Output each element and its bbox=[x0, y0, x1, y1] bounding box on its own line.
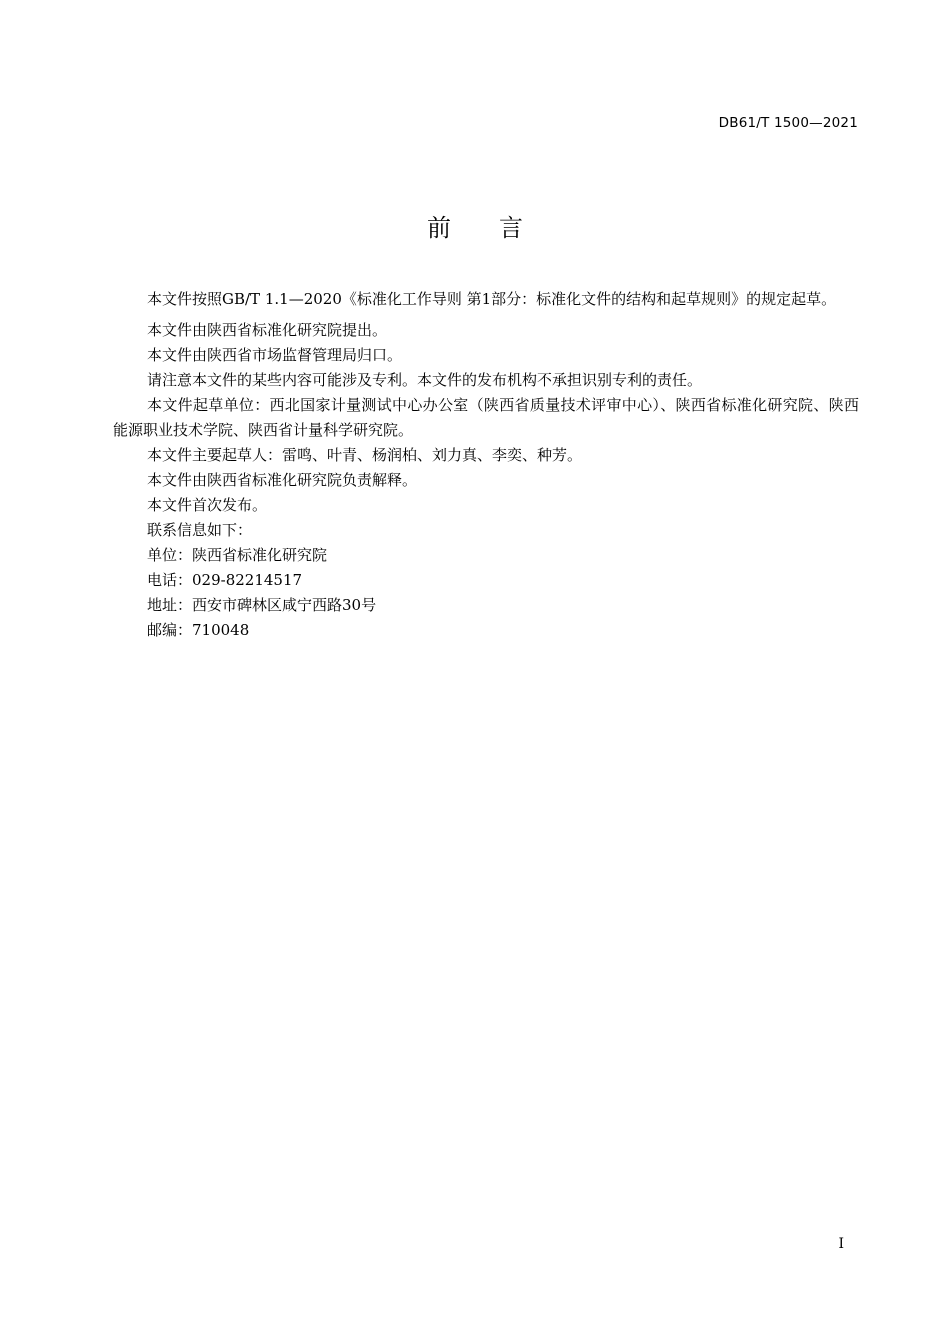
paragraph-drafting-basis: 本文件按照GB/T 1.1—2020《标准化工作导则 第1部分：标准化文件的结构和起草规则》的规定起草。 bbox=[147, 290, 837, 308]
document-body bbox=[113, 287, 859, 643]
paragraph-administrator: 本文件由陕西省市场监督管理局归口。 bbox=[147, 346, 403, 364]
contact-unit: 单位：陕西省标准化研究院 bbox=[147, 546, 328, 564]
paragraph-drafting-units: 本文件起草单位：西北国家计量测试中心办公室（陕西省质量技术评审中心）、陕西省标准化研究院、陕西能源职业技术学院、陕西省计量科学研究院。 bbox=[113, 396, 859, 439]
paragraph-first-release: 本文件首次发布。 bbox=[147, 496, 268, 514]
paragraph-patent-notice: 请注意本文件的某些内容可能涉及专利。本文件的发布机构不承担识别专利的责任。 bbox=[147, 371, 703, 389]
contact-phone: 电话：029-82214517 bbox=[147, 571, 303, 589]
document-code: DB61/T 1500—2021 bbox=[718, 115, 858, 131]
paragraph-contact-heading: 联系信息如下： bbox=[147, 521, 253, 539]
paragraph-interpretation: 本文件由陕西省标准化研究院负责解释。 bbox=[147, 471, 418, 489]
title-part-1: 前 bbox=[427, 214, 451, 242]
page-title bbox=[0, 208, 950, 243]
paragraph-proposer: 本文件由陕西省标准化研究院提出。 bbox=[147, 321, 388, 339]
page-number: I bbox=[838, 1236, 844, 1252]
contact-address: 地址：西安市碑林区咸宁西路30号 bbox=[147, 596, 377, 614]
title-part-2: 言 bbox=[499, 214, 523, 242]
paragraph-drafters: 本文件主要起草人：雷鸣、叶青、杨润柏、刘力真、李奕、种芳。 bbox=[147, 446, 583, 464]
contact-postcode: 邮编：710048 bbox=[147, 621, 250, 639]
